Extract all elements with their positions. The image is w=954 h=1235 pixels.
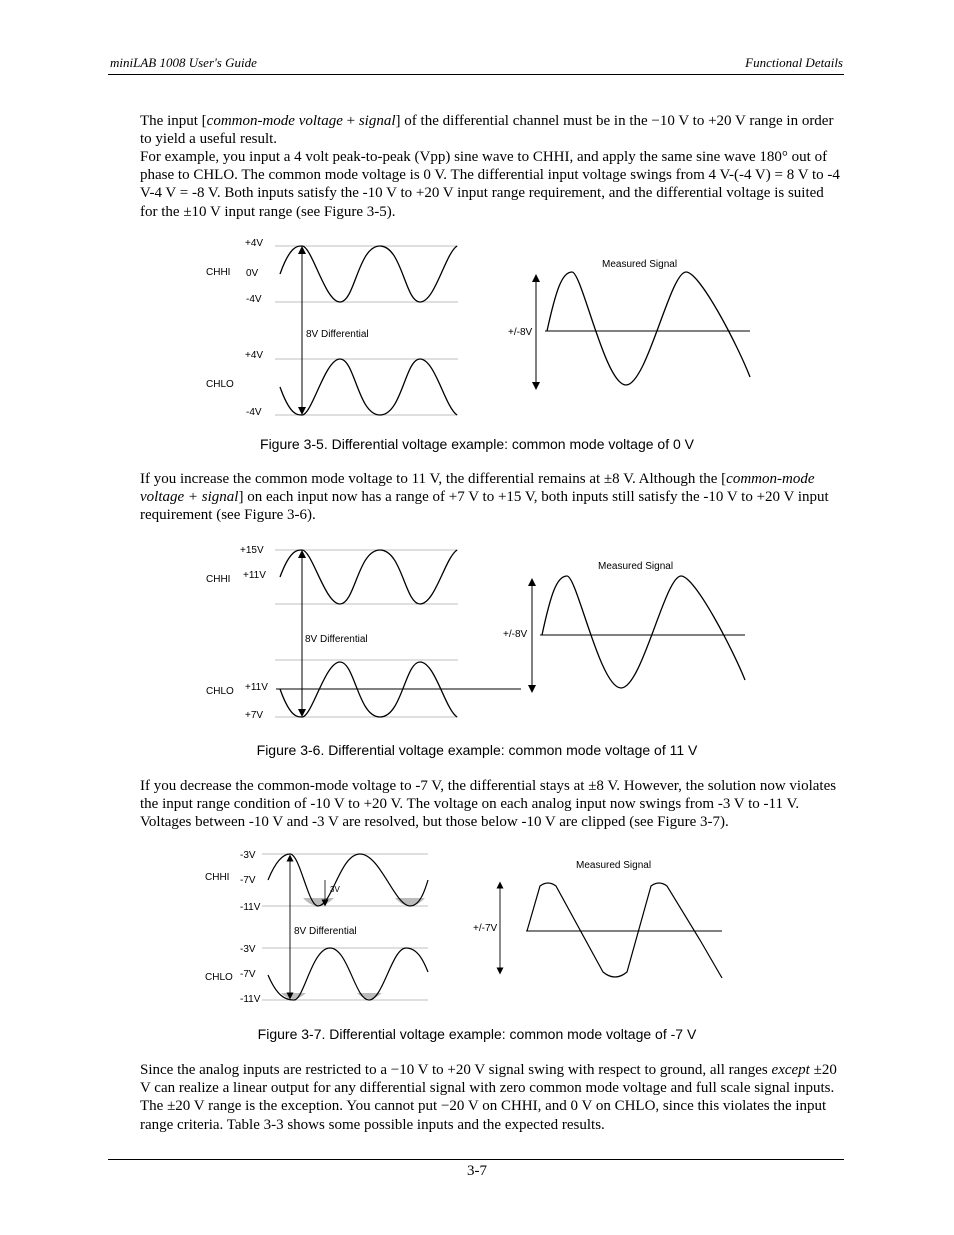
fig3-diff-label: 8V Differential (294, 926, 357, 937)
fig1-chlo-label: CHLO (206, 379, 234, 390)
paragraph-example: For example, you input a 4 volt peak-to-peak (Vpp) sine wave to CHHI, and apply the same sine wave 180° out of phase to CHLO. The common mode voltage is 0 V. The differential input voltage swings from 4 V-(-4 V) = 8 V to -4 V-4 V = -8 V. Both inputs satisfy the -10 V to +20 V input range requirement, and the differential voltage is suited for the ±10 V input range (see Figure 3-5). (140, 149, 840, 220)
figure-3-6-caption: Figure 3-6. Differential voltage example: common mode voltage of 11 V (256, 742, 698, 758)
fig3-lo-top-label: -3V (240, 944, 256, 955)
figure-3-5-caption: Figure 3-5. Differential voltage example: common mode voltage of 0 V (260, 436, 694, 452)
header-rule (108, 74, 844, 75)
fig1-hi-mid-label: 0V (246, 268, 259, 279)
fig3-range-label: +/-7V (473, 923, 498, 934)
fig3-hi-top-label: -3V (240, 850, 256, 861)
paragraph-common-mode-11v: If you increase the common mode voltage to 11 V, the differential remains at ±8 V. Although the [common-mode voltage + signal] on each input now has a range of +7 V to +15 V, both inputs still satisfy the -10 V to +20 V input requirement (see Figure 3-6). (140, 471, 829, 524)
fig3-chlo-label: CHLO (205, 972, 233, 983)
fig1-measured-waveform (547, 272, 750, 385)
header-doc-title: miniLAB 1008 User's Guide (110, 55, 257, 70)
fig1-hi-bot-label: -4V (246, 294, 262, 305)
figure-3-7-caption: Figure 3-7. Differential voltage example: common mode voltage of -7 V (257, 1026, 697, 1042)
fig1-range-label: +/-8V (508, 327, 533, 338)
fig2-chhi-label: CHHI (206, 574, 231, 585)
fig3-chhi-label: CHHI (205, 872, 230, 883)
fig1-hi-top-label: +4V (245, 238, 264, 249)
fig1-chhi-waveform (280, 246, 457, 302)
fig2-hi-mid-label: +11V (243, 570, 266, 581)
fig3-chhi-clip-1 (303, 898, 334, 906)
page-number: 3-7 (467, 1163, 487, 1179)
fig3-measured-label: Measured Signal (576, 860, 652, 871)
fig3-hi-bot-label: -11V (240, 902, 261, 913)
footer-rule (108, 1159, 844, 1160)
fig1-lo-top-label: +4V (245, 350, 264, 361)
figure-3-7-diagram (0, 843, 954, 1008)
fig3-lo-bot-label: -11V (240, 994, 261, 1005)
fig1-measured-label: Measured Signal (602, 259, 678, 270)
paragraph-input-range: The input [common-mode voltage + signal] of the differential channel must be in the −10 V to +20 V range in order to yield a useful result. (140, 113, 834, 148)
header-section-title: Functional Details (745, 55, 843, 70)
fig2-range-label: +/-8V (503, 629, 528, 640)
fig2-hi-top-label: +15V (240, 545, 264, 556)
figure-3-5-diagram (0, 230, 954, 425)
fig2-diff-label: 8V Differential (305, 634, 368, 645)
fig2-measured-label: Measured Signal (598, 561, 674, 572)
fig2-measured-waveform (542, 576, 745, 688)
paragraph-common-mode-neg7v: If you decrease the common-mode voltage to -7 V, the differential stays at ±8 V. However, the solution now violates the input range condition of -10 V to +20 V. The voltage on each analog input now swings from -3 V to -11 V. Voltages between -10 V and -3 V are resolved, but those below -10 V are clipped (see Figure 3-7). (140, 778, 837, 831)
fig3-clip-label: 3V (330, 885, 340, 894)
fig3-hi-mid-label: -7V (240, 875, 256, 886)
fig1-chhi-label: CHHI (206, 267, 231, 278)
fig1-chlo-waveform (280, 359, 457, 415)
fig3-chlo-waveform (268, 948, 428, 1000)
paragraph-range-restriction: Since the analog inputs are restricted to a −10 V to +20 V signal swing with respect to ground, all ranges except ±20 V can realize a linear output for any differential signal with zero common mode voltage and full scale signal inputs. The ±20 V range is the exception. You cannot put −20 V on CHHI, and 0 V on CHLO, since this violates the input range criteria. Table 3-3 shows some possible inputs and the expected results. (140, 1062, 837, 1133)
fig3-lo-mid-label: -7V (240, 969, 256, 980)
fig2-lo-bot-label: +7V (245, 710, 264, 721)
fig1-diff-label: 8V Differential (306, 329, 369, 340)
fig2-lo-mid-label: +11V (245, 682, 268, 693)
fig1-lo-bot-label: -4V (246, 407, 262, 418)
fig2-chlo-label: CHLO (206, 686, 234, 697)
fig2-chhi-waveform (280, 550, 457, 604)
figure-3-6-diagram (0, 538, 954, 728)
